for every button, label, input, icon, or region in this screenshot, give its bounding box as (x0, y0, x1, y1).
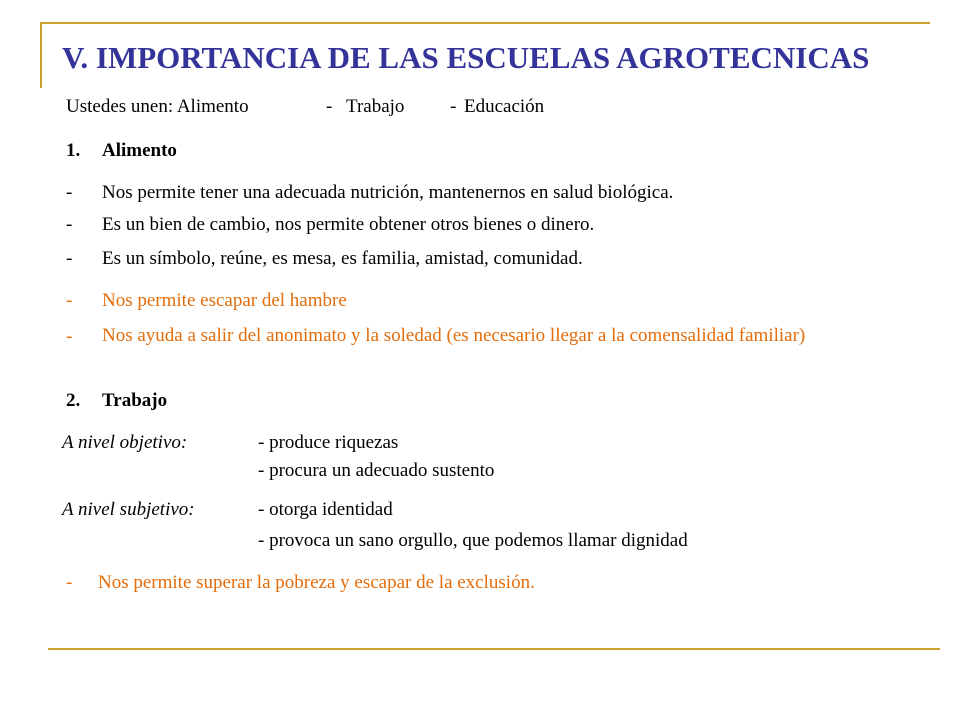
intro-sep-2: - (450, 96, 457, 117)
section-number: 2. (66, 390, 81, 411)
section-heading-text: Trabajo (102, 390, 168, 411)
bullet-dash: - (66, 326, 73, 347)
objective-label: A nivel objetivo: (62, 432, 188, 453)
bullet-text: Nos permite tener una adecuada nutrición, mantenernos en salud biológica. (102, 182, 674, 203)
bullet-dash: - (66, 290, 73, 311)
bullet-text: Es un bien de cambio, nos permite obtener otros bienes o dinero. (102, 214, 595, 235)
slide-title: V. IMPORTANCIA DE LAS ESCUELAS AGROTECNICAS (62, 40, 870, 75)
bullet-dash: - (66, 182, 73, 203)
bullet-dash: - (66, 572, 73, 593)
intro-item-trabajo: Trabajo (346, 96, 405, 117)
objective-item: - produce riquezas (258, 432, 399, 453)
bullet-text: Nos permite escapar del hambre (102, 290, 347, 311)
bullet-text: Nos ayuda a salir del anonimato y la soledad (es necesario llegar a la comensalidad familiar) (102, 325, 806, 346)
bullet-text: Es un símbolo, reúne, es mesa, es familia, amistad, comunidad. (102, 248, 583, 269)
intro-item-educacion: Educación (464, 96, 545, 117)
top-border-line (40, 22, 930, 24)
subjective-label: A nivel subjetivo: (62, 499, 195, 520)
section-heading-text: Alimento (102, 140, 177, 161)
conclusion-text: Nos permite superar la pobreza y escapar de la exclusión. (98, 572, 535, 593)
section-number: 1. (66, 140, 81, 161)
bottom-border-line (48, 648, 940, 650)
subjective-item: - otorga identidad (258, 499, 393, 520)
bullet-dash: - (66, 214, 73, 235)
objective-item: - procura un adecuado sustento (258, 460, 495, 481)
left-border-line (40, 22, 42, 88)
intro-lead: Ustedes unen: Alimento (66, 96, 249, 117)
subjective-item: - provoca un sano orgullo, que podemos llamar dignidad (258, 530, 688, 551)
bullet-dash: - (66, 248, 73, 269)
intro-sep-1: - (326, 96, 333, 117)
